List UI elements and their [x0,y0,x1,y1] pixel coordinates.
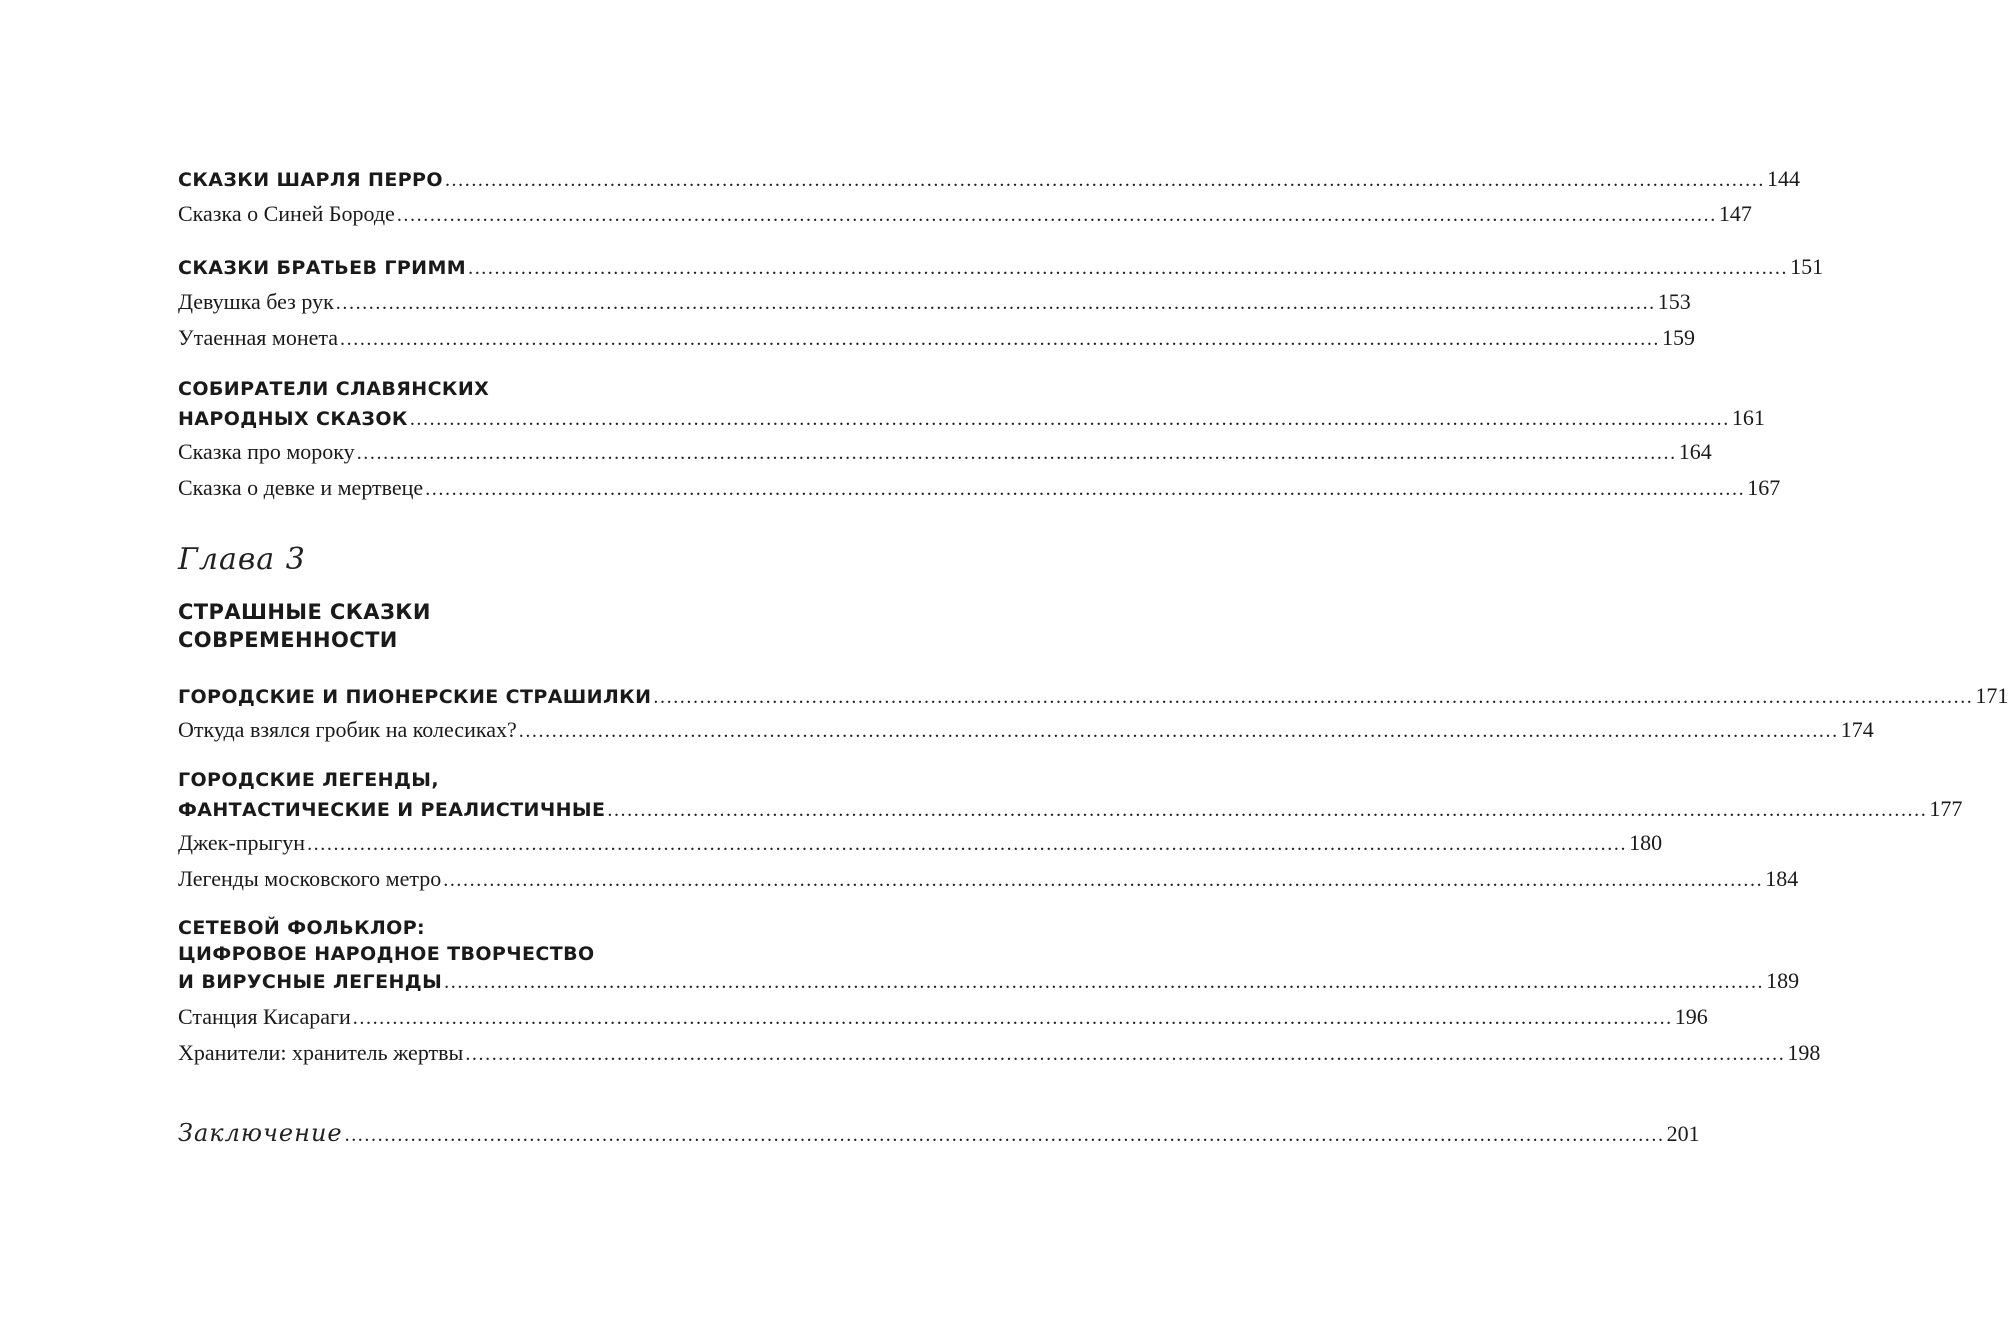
dot-leader: ........................................................................................................................................................................................................ [607,799,1928,821]
toc-page-number: 184 [1765,866,1799,891]
toc-entry-hidden-coin[interactable] [178,325,1696,351]
toc-entry-urban-legends[interactable] [178,796,1963,822]
toc-entry-title: СКАЗКИ ШАРЛЯ ПЕРРО [178,169,443,191]
toc-page-number: 153 [1657,289,1691,314]
toc-page-number: 198 [1787,1040,1821,1065]
toc-entry-girl-without-hands[interactable] [178,289,1691,315]
toc-entry-bluebeard[interactable] [178,201,1752,227]
conclusion-title: Заключение [178,1119,343,1147]
toc-section-heading-line: СОБИРАТЕЛИ СЛАВЯНСКИХ [178,378,490,400]
dot-leader: ........................................................................................................................................................................................................ [409,408,1730,430]
chapter-title-line: СТРАШНЫЕ СКАЗКИ [178,600,431,624]
toc-entry-slavic-collectors[interactable] [178,405,1765,431]
toc-page-number: 151 [1790,254,1824,279]
dot-leader: ........................................................................................................................................................................................................ [356,442,1677,464]
toc-section-heading-line: СЕТЕВОЙ ФОЛЬКЛОР: [178,917,426,939]
toc-entry-title: Сказка о Синей Бороде [178,201,395,226]
toc-page-number: 189 [1766,968,1800,993]
dot-leader: ........................................................................................................................................................................................................ [335,292,1656,314]
toc-entry-spring-heeled-jack[interactable] [178,830,1663,856]
toc-page-number: 196 [1674,1004,1708,1029]
toc-entry-title: СКАЗКИ БРАТЬЕВ ГРИММ [178,257,467,279]
toc-entry-network-folklore[interactable] [178,968,1800,994]
toc-section-heading-line: ЦИФРОВОЕ НАРОДНОЕ ТВОРЧЕСТВО [178,943,595,965]
toc-entry-title: Джек-прыгун [178,830,306,855]
toc-entry-title: ФАНТАСТИЧЕСКИЕ И РЕАЛИСТИЧНЫЕ [178,799,606,821]
toc-page-number: 177 [1929,796,1963,821]
toc-entry-title: Легенды московского метро [178,866,442,891]
toc-page-number: 167 [1747,475,1781,500]
toc-entry-title: Утаенная монета [178,325,339,350]
toc-entry-title: И ВИРУСНЫЕ ЛЕГЕНДЫ [178,971,443,993]
toc-page-number: 159 [1662,325,1696,350]
toc-entry-kisaragi-station[interactable] [178,1004,1708,1030]
toc-entry-moscow-metro[interactable] [178,866,1799,892]
toc-entry-title: Сказка о девке и мертвеце [178,475,424,500]
dot-leader: ........................................................................................................................................................................................................ [465,1043,1786,1065]
toc-entry-title: ГОРОДСКИЕ И ПИОНЕРСКИЕ СТРАШИЛКИ [178,686,652,708]
dot-leader: ........................................................................................................................................................................................................ [344,1124,1665,1146]
toc-entry-keepers[interactable] [178,1040,1821,1066]
toc-entry-title: Хранители: хранитель жертвы [178,1040,464,1065]
dot-leader: ........................................................................................................................................................................................................ [468,257,1789,279]
toc-page-number: 201 [1666,1121,1700,1146]
toc-entry-title: Девушка без рук [178,289,334,314]
toc-page-number: 180 [1629,830,1663,855]
dot-leader: ........................................................................................................................................................................................................ [352,1007,1673,1029]
dot-leader: ........................................................................................................................................................................................................ [653,686,1974,708]
toc-entry-coffin-on-wheels[interactable] [178,717,1874,743]
toc-entry-conclusion[interactable] [178,1119,1700,1147]
dot-leader: ........................................................................................................................................................................................................ [340,328,1661,350]
dot-leader: ........................................................................................................................................................................................................ [444,169,1765,191]
dot-leader: ........................................................................................................................................................................................................ [444,971,1765,993]
toc-entry-perrault[interactable] [178,166,1800,192]
dot-leader: ........................................................................................................................................................................................................ [396,204,1717,226]
toc-page-number: 174 [1840,717,1874,742]
toc-page-number: 164 [1678,439,1712,464]
toc-page-number: 147 [1718,201,1752,226]
dot-leader: ........................................................................................................................................................................................................ [425,478,1746,500]
dot-leader: ........................................................................................................................................................................................................ [307,833,1628,855]
toc-page-number: 161 [1731,405,1765,430]
toc-entry-pioneer-scary-stories[interactable] [178,683,2008,709]
toc-entry-title: Станция Кисараги [178,1004,351,1029]
toc-page-number: 171 [1975,683,2008,708]
toc-page-number: 144 [1766,166,1800,191]
chapter-title-line: СОВРЕМЕННОСТИ [178,628,398,652]
dot-leader: ........................................................................................................................................................................................................ [518,720,1839,742]
toc-entry-title: Сказка про мороку [178,439,355,464]
toc-entry-moroka[interactable] [178,439,1712,465]
toc-section-heading-line: ГОРОДСКИЕ ЛЕГЕНДЫ, [178,769,440,791]
toc-entry-girl-and-dead-man[interactable] [178,475,1781,501]
chapter-label: Глава 3 [178,542,306,577]
dot-leader: ........................................................................................................................................................................................................ [443,869,1764,891]
toc-entry-title: НАРОДНЫХ СКАЗОК [178,408,408,430]
toc-entry-title: Откуда взялся гробик на колесиках? [178,717,517,742]
toc-entry-grimm[interactable] [178,254,1824,280]
